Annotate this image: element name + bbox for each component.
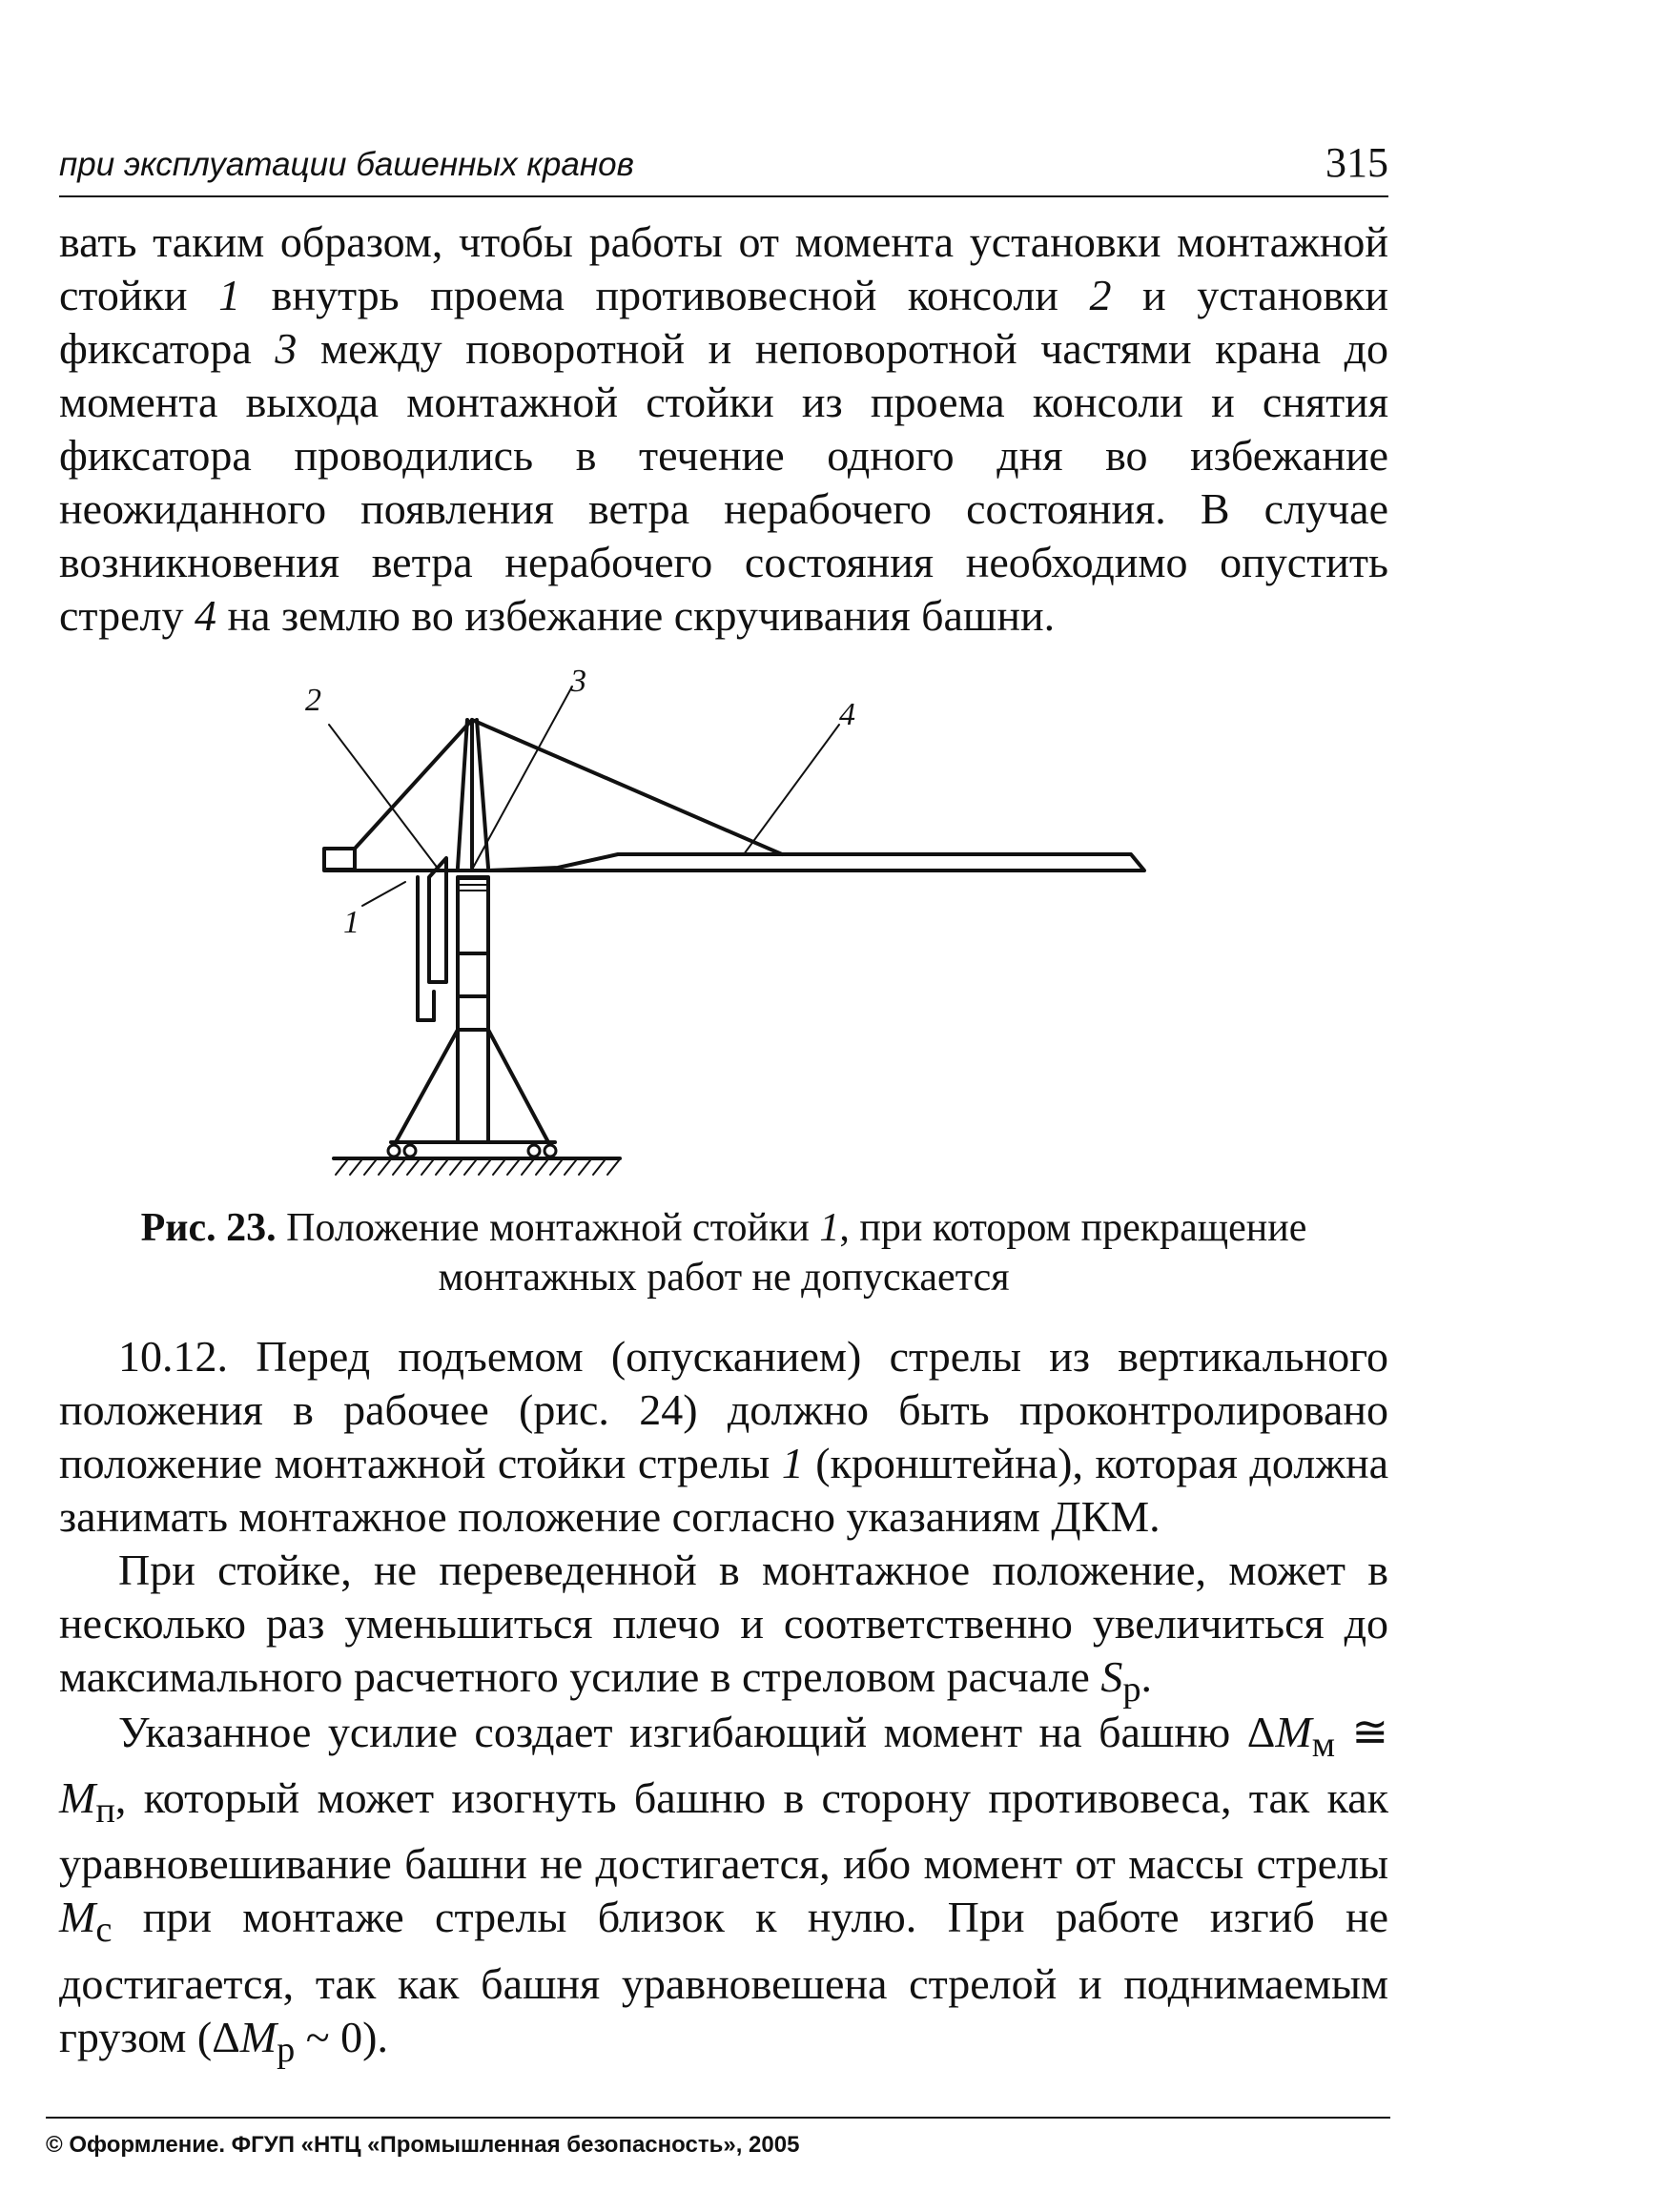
boom bbox=[488, 854, 1144, 870]
label-2: 2 bbox=[305, 683, 321, 718]
tower bbox=[458, 877, 488, 1142]
label-4: 4 bbox=[839, 697, 855, 732]
boom-pendant bbox=[472, 720, 782, 854]
assembly-strut bbox=[429, 858, 446, 982]
paragraph-bending-moment: Указанное усилие создает изгибающий момент на башню $\Delta M_м$ ≅ $M_п$, который может изогнуть башню в сторону противовеса, так как уравновешивание башни не достигается, ибо момент от массы стрелы $M_с$ при монтаже стрелы близок к нулю. При работе изгиб не достигается, так как башня уравновешена стрелой и поднимаемым грузом ($\Delta M_р$ ~ 0). bbox=[59, 1708, 1388, 2070]
running-title: при эксплуатации башенных кранов bbox=[59, 146, 634, 183]
bogie-wheels bbox=[388, 1145, 556, 1157]
footer-rule bbox=[46, 2117, 1390, 2119]
paragraph-10-12: 10.12. Перед подъемом (опусканием) стрелы из вертикального положения в рабочее (рис. 24) должно быть проконтролировано положение монтажной стойки стрелы 1 (кронштейна), которая должна занимать монтажное положение согласно указаниям ДКМ. bbox=[59, 1332, 1388, 1541]
crane-diagram bbox=[305, 667, 1163, 1187]
page-number: 315 bbox=[1325, 139, 1388, 186]
page-header bbox=[59, 138, 1388, 197]
label-3: 3 bbox=[570, 667, 586, 699]
footer-copyright: © Оформление. ФГУП «НТЦ «Промышленная безопасность», 2005 bbox=[46, 2132, 800, 2158]
figure-caption: Рис. 23. Положение монтажной стойки 1, при котором прекращение монтажных работ не допускается bbox=[140, 1206, 1307, 1300]
counterweight bbox=[324, 849, 355, 870]
paragraph-strut-position: При стойке, не переведенной в монтажное положение, может в несколько раз уменьшиться плечо и соответственно увеличиться до максимального расчетного усилие в стреловом расчале $S_р$. bbox=[59, 1546, 1388, 1710]
label-1: 1 bbox=[343, 905, 360, 940]
ground-hatching bbox=[336, 1160, 619, 1175]
paragraph-assembly-rules: вать таким образом, чтобы работы от момента установки монтажной стойки 1 внутрь проема противовесной консоли 2 и установки фиксатора 3 между поворотной и неповоротной частями крана до момента выхода монтажной стойки из проема консоли и снятия фиксатора проводились в течение одного дня во избежание неожиданного появления ветра нерабочего состояния. В случае возникновения ветра нерабочего состояния необходимо опустить стрелу 4 на землю во избежание скручивания башни. bbox=[59, 217, 1389, 640]
